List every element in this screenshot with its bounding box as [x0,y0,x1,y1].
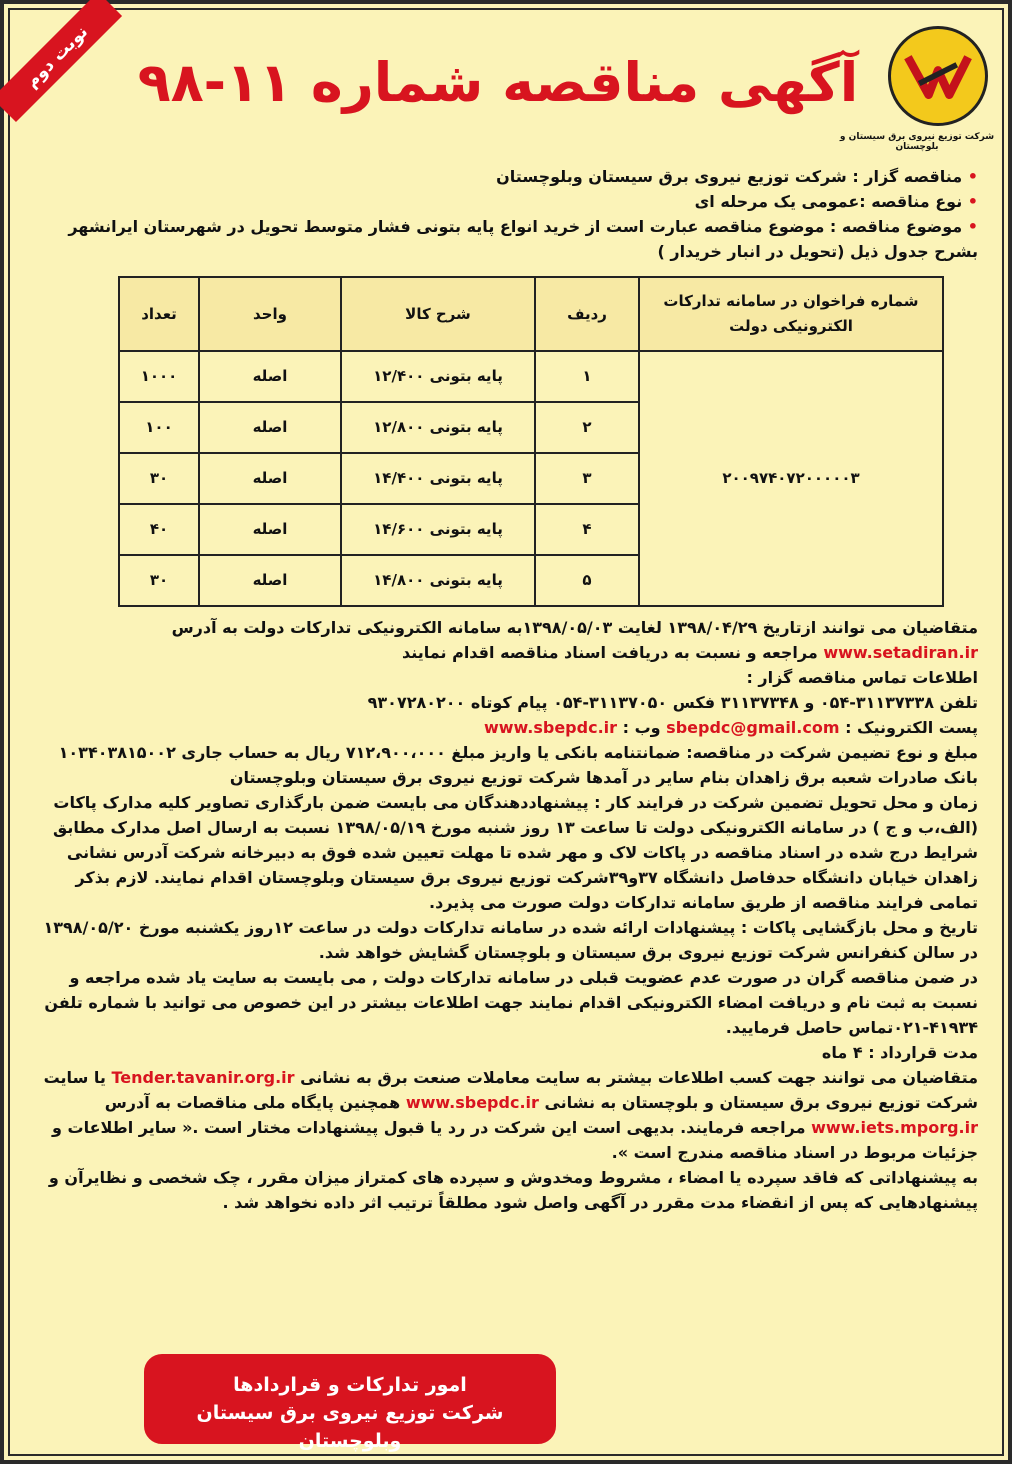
contact-title: اطلاعات تماس مناقصه گزار : [746,668,978,687]
sbepdc-link[interactable]: www.sbepdc.ir [405,1093,539,1112]
final-paragraph: به پیشنهاداتی که فاقد سپرده یا امضاء ، مشروط ومخدوش و سپرده های کمتراز میزان مقرر ، چک شخصی و نظایرآن و پیشنهادهایی که پس از انقضاء مدت مقرر در آگهی واصل شود مطلقاً ترتیب اثر داده نخواهد شد . [48,1168,978,1212]
item-quantity: ۴۰ [119,504,199,555]
duration-line: مدت قرارداد : ۴ ماه [821,1043,978,1062]
row-number: ۴ [535,504,639,555]
opening-paragraph: تاریخ و محل بازگشایی پاکات : پیشنهادات ارائه شده در سامانه تدارکات دولت در ساعت ۱۲روز یکشنبه مورخ ۱۳۹۸/۰۵/۲۰ در سالن کنفرانس شرکت توزیع نیروی برق سیستان و بلوچستان گشایش خواهد شد. [43,918,978,962]
item-unit: اصله [199,402,341,453]
row-number: ۵ [535,555,639,606]
item-description: پایه بتونی ۱۴/۶۰۰ [341,504,535,555]
item-description: پایه بتونی ۱۴/۸۰۰ [341,555,535,606]
page-title: آگهی مناقصه شماره ۱۱-۹۸ [137,51,859,114]
table-header-row [119,277,943,351]
item-quantity: ۳۰ [119,453,199,504]
website-link[interactable]: www.sbepdc.ir [483,718,618,737]
item-description: پایه بتونی ۱۲/۴۰۰ [341,351,535,402]
item-quantity: ۱۰۰ [119,402,199,453]
email-link[interactable]: sbepdc@gmail.com [666,718,840,737]
item-quantity: ۳۰ [119,555,199,606]
body [34,164,978,1215]
items-table [118,276,944,607]
row-number: ۲ [535,402,639,453]
iets-link[interactable]: www.iets.mporg.ir [811,1118,978,1137]
delivery-paragraph: زمان و محل تحویل تضمین شرکت در فرایند کار : پیشنهاددهندگان می بایست ضمن بارگذاری تصاویر کلیه مدارک پاکات (الف،ب و ج ) در سامانه الکترونیکی دولت تا ساعت ۱۳ روز شنبه مورخ ۱۳۹۸/۰۵/۱۹ نسبت به ارسال اصل مدارک مطابق شرایط درج شده در اسناد مناقصه در پاکات لاک و مهر شده تا مهلت تعیین شده فوق به دبیرخانه شرکت آدرس نشانی زاهدان خیابان دانشگاه حدفاصل دانشگاه ۳۷و۳۹شرکت توزیع نیروی برق سیستان وبلوچستان اقدام نمایند. لازم بذکر تمامی فرایند مناقصه از طریق سامانه تدارکات دولت صورت می پذیرد. [52,793,978,912]
item-unit: اصله [199,504,341,555]
col-call-number: شماره فراخوان در سامانه تدارکات الکترونیکی دولت [639,277,943,351]
item-unit: اصله [199,555,341,606]
item-quantity: ۱۰۰۰ [119,351,199,402]
logo-caption: شرکت توزیع نیروی برق سیستان و بلوچستان [839,132,995,152]
footer-company: شرکت توزیع نیروی برق سیستان وبلوچستان [196,1402,504,1452]
row-number: ۱ [535,351,639,402]
electricity-company-logo-icon [888,26,988,126]
header [14,14,1002,152]
item-description: پایه بتونی ۱۲/۸۰۰ [341,402,535,453]
tender-type-line: • نوع مناقصه :عمومی یک مرحله ای [34,189,978,214]
col-description: شرح کالا [341,277,535,351]
col-quantity: تعداد [119,277,199,351]
more-info-paragraph: متقاضیان می توانند جهت کسب اطلاعات بیشتر به سایت معاملات صنعت برق به نشانی Tender.tavanir.org.ir یا سایت شرکت توزیع نیروی برق سیستان و بلوچستان به نشانی www.sbepdc.ir همچنین پایگاه ملی مناقصات به آدرس www.iets.mporg.ir مراجعه فرمایند. بدیهی است این شرکت در رد یا قبول پیشنهادات مختار است .« سایر اطلاعات و جزئیات مربوط در اسناد مناقصه مندرج است ». [43,1068,978,1162]
tender-tavanir-link[interactable]: Tender.tavanir.org.ir [111,1068,295,1087]
application-paragraph: متقاضیان می توانند ازتاریخ ۱۳۹۸/۰۴/۲۹ لغایت ۱۳۹۸/۰۵/۰۳به سامانه الکترونیکی تدارکات دولت به آدرس www.setadiran.ir مراجعه و نسبت به دریافت اسناد مناقصه اقدام نمایند [171,618,978,662]
col-row: ردیف [535,277,639,351]
item-unit: اصله [199,351,341,402]
guarantee-paragraph: مبلغ و نوع تضیمن شرکت در مناقصه: ضمانتنامه بانکی یا واریز مبلغ ۷۱۲،۹۰۰،۰۰۰ ریال به حساب جاری ۱۰۳۴۰۳۸۱۵۰۰۲ بانک صادرات شعبه برق زاهدان بنام سایر در آمدها شرکت توزیع نیروی برق سیستان وبلوچستان [58,743,978,787]
organizer-line: • مناقصه گزار : شرکت توزیع نیروی برق سیستان وبلوچستان [34,164,978,189]
col-unit: واحد [199,277,341,351]
footer-department: امور تدارکات و قراردادها [233,1374,467,1396]
table-row [119,351,943,402]
ribbon-badge: نوبت دوم [0,0,122,122]
item-description: پایه بتونی ۱۴/۴۰۰ [341,453,535,504]
contact-online: پست الکترونیک : sbepdc@gmail.com وب : www.sbepdc.ir [483,718,978,737]
membership-paragraph: در ضمن مناقصه گران در صورت عدم عضویت قبلی در سامانه تدارکات دولت , می بایست به سایت یاد شده مراجعه و نسبت به ثبت نام و دریافت امضاء الکترونیکی اقدام نمایند جهت اطلاعات بیشتر در این خصوص می توانید با شماره تلفن ۴۱۹۳۴-۰۲۱تماس حاصل فرمایید. [44,968,978,1037]
footer-signature [144,1354,556,1452]
row-number: ۳ [535,453,639,504]
setadiran-link[interactable]: www.setadiran.ir [823,643,978,662]
call-number-cell: ۲۰۰۹۷۴۰۷۲۰۰۰۰۰۳ [639,351,943,606]
contact-phone: تلفن ۳۱۱۳۷۳۳۸-۰۵۴ و ۳۱۱۳۷۳۴۸ فکس ۳۱۱۳۷۰۵۰-۰۵۴ پیام کوتاه ۹۳۰۷۲۸۰۲۰۰ [367,693,978,712]
item-unit: اصله [199,453,341,504]
subject-line: • موضوع مناقصه : موضوع مناقصه عبارت است از خرید انواع پایه بتونی فشار متوسط تحویل در شهرستان ایرانشهر بشرح جدول ذیل (تحویل در انبار خریدار ) [34,214,978,264]
